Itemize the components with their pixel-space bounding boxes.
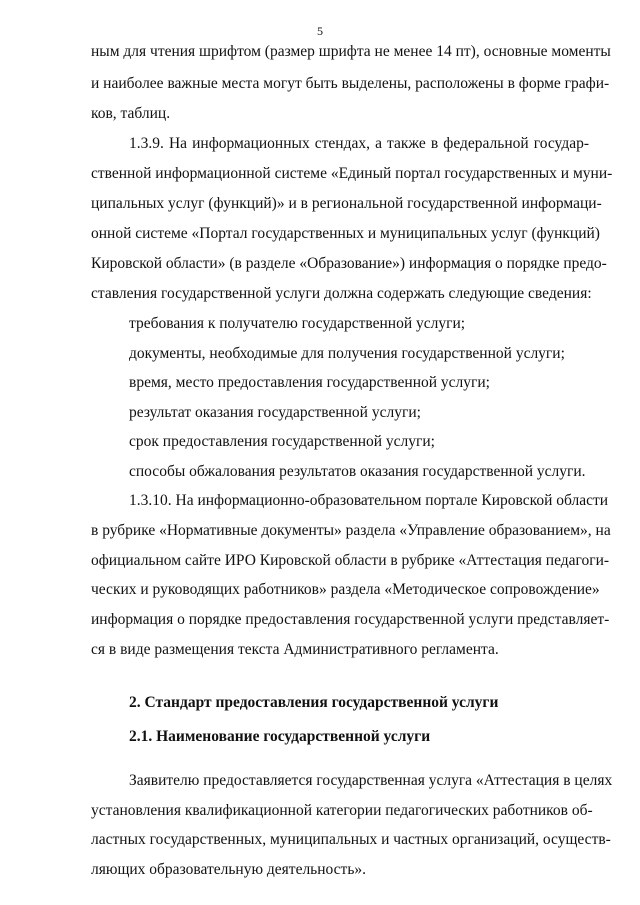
section-heading: 2. Стандарт предоставления государственной услуги	[129, 694, 499, 711]
paragraph-line: 1.3.9. На информационных стендах, а также в федеральной государ-	[129, 135, 589, 152]
paragraph-line: ципальных услуг (функций)» и в региональной государственной информаци-	[91, 195, 602, 212]
paragraph-line: Заявителю предоставляется государственная услуга «Аттестация в целях	[129, 772, 613, 789]
paragraph-line: официальном сайте ИРО Кировской области в рубрике «Аттестация педагоги-	[91, 552, 610, 569]
list-item: способы обжалования результатов оказания государственной услуги.	[129, 463, 586, 480]
page-number: 5	[317, 24, 323, 38]
paragraph-line: установления квалификационной категории педагогических работников об-	[91, 802, 593, 819]
list-item: время, место предоставления государственной услуги;	[129, 374, 490, 391]
paragraph-line: ков, таблиц.	[91, 105, 171, 122]
list-item: срок предоставления государственной услуги;	[129, 433, 435, 450]
paragraph-line: ственной информационной системе «Единый портал государственных и муни-	[91, 165, 613, 182]
paragraph-line: информация о порядке предоставления государственной услуги представляет-	[91, 611, 610, 628]
paragraph-line: ставления государственной услуги должна содержать следующие сведения:	[91, 285, 592, 302]
list-item: документы, необходимые для получения государственной услуги;	[129, 345, 565, 362]
paragraph-line: 1.3.10. На информационно-образовательном портале Кировской области	[129, 492, 609, 509]
subsection-heading: 2.1. Наименование государственной услуги	[129, 728, 431, 745]
paragraph-line: Кировской области» (в разделе «Образование») информация о порядке предо-	[91, 255, 607, 272]
paragraph-line: ластных государственных, муниципальных и частных организаций, осуществ-	[91, 831, 611, 848]
paragraph-line: ным для чтения шрифтом (размер шрифта не менее 14 пт), основные моменты	[91, 43, 611, 60]
list-item: требования к получателю государственной услуги;	[129, 315, 466, 332]
paragraph-line: ляющих образовательную деятельность».	[91, 861, 367, 878]
list-item: результат оказания государственной услуги;	[129, 404, 421, 421]
paragraph-line: ческих и руководящих работников» раздела «Методическое сопровождение»	[91, 581, 600, 598]
paragraph-line: ся в виде размещения текста Административного регламента.	[91, 641, 499, 658]
paragraph-line: и наиболее важные места могут быть выделены, расположены в форме графи-	[91, 75, 610, 92]
paragraph-line: в рубрике «Нормативные документы» раздела «Управление образованием», на	[91, 522, 611, 539]
paragraph-line: онной системе «Портал государственных и муниципальных услуг (функций)	[91, 225, 600, 242]
